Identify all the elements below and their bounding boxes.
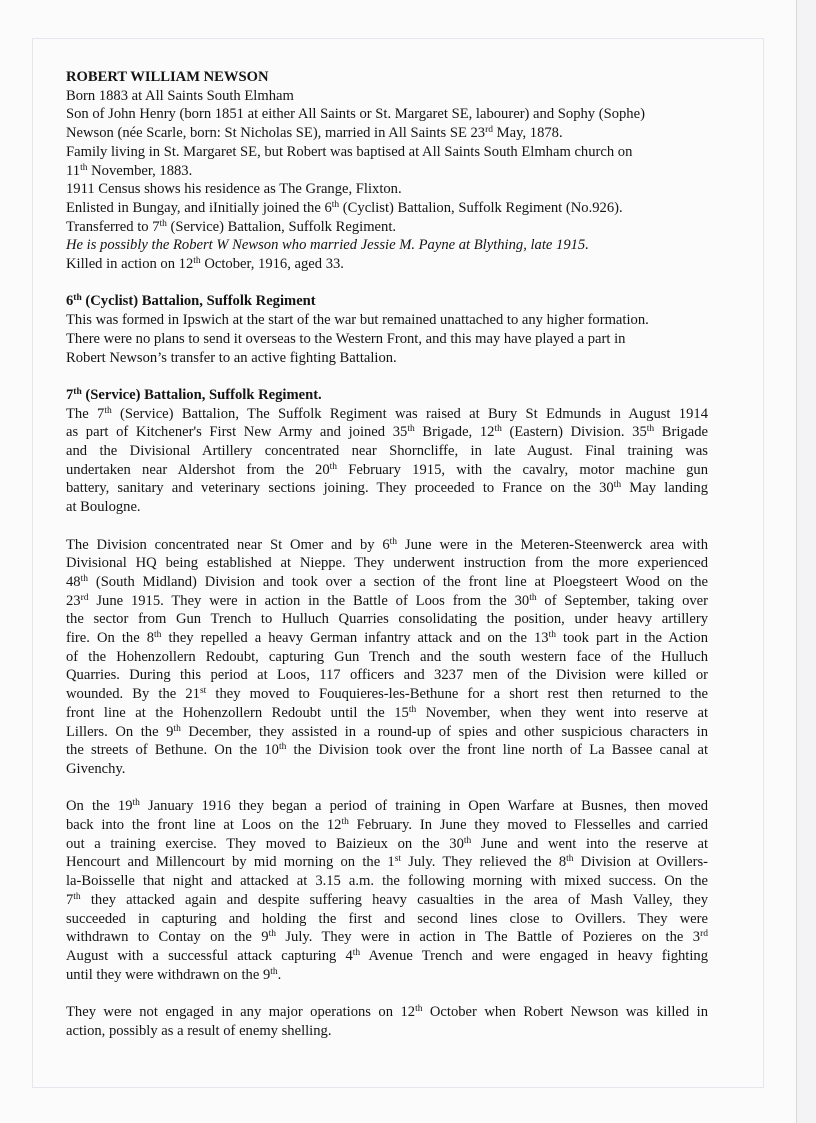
paragraph-line: Hencourt and Millencourt by mid morning on the 1st July. They relieved the 8th Division at Ovillers- [66,854,708,871]
bio-baptism-date: 11th November, 1883. [66,162,193,179]
paragraph-line: battery, sanitary and veterinary sections joining. They proceeded to France on the 30th May landing [66,480,709,497]
bio-marriage-note: He is possibly the Robert W Newson who married Jessie M. Payne at Blything, late 1915. [66,237,589,254]
paragraph-1916 [66,797,708,984]
paragraph-death [66,1003,708,1040]
bio-census: 1911 Census shows his residence as The Grange, Flixton. [66,181,402,198]
paragraph-line: as part of Kitchener's First New Army and joined 35th Brigade, 12th (Eastern) Division. 35th Brigade [66,424,708,441]
paragraph-line: 48th (South Midland) Division and took over a section of the front line at Ploegsteert Wood on the [66,573,708,590]
paragraph-line: 23rd June 1915. They were in action in the Battle of Loos from the 30th of September, taking over [66,592,708,609]
paragraph-line: August with a successful attack capturing 4th Avenue Trench and were engaged in heavy fighting [66,947,708,964]
paragraph-line: Lillers. On the 9th December, they assisted in a round-up of spies and other suspicious characters in [66,723,708,740]
paragraph-line: action, possibly as a result of enemy shelling. [66,1022,332,1039]
paragraph-line: out a training exercise. They moved to Baizieux on the 30th June and went into the reserve at [66,835,708,852]
bio-parents-cont: Newson (née Scarle, born: St Nicholas SE), married in All Saints SE 23rd May, 1878. [66,125,563,142]
paragraph-line: Quarries. During this period at Loos, 117 officers and 3237 men of the Division were killed or [66,667,708,684]
bio-born: Born 1883 at All Saints South Elmham [66,87,294,104]
paragraph-line: back into the front line at Loos on the 12th February. In June they moved to Flesselles and carried [66,817,708,834]
paragraph-line: at Boulogne. [66,499,141,516]
section-6th-line: This was formed in Ipswich at the start of the war but remained unattached to any higher formation. [66,312,649,329]
bio-family: Family living in St. Margaret SE, but Robert was baptised at All Saints South Elmham church on [66,143,633,160]
paragraph-line: la-Boisselle that night and attacked at 3.15 a.m. the following morning with mixed success. On the [66,873,708,890]
paragraph-raising [66,405,708,517]
document-title: ROBERT WILLIAM NEWSON [66,69,269,85]
paragraph-line: until they were withdrawn on the 9th. [66,966,282,983]
paragraph-line: The 7th (Service) Battalion, The Suffolk Regiment was raised at Bury St Edmunds in August 1914 [66,405,708,422]
paragraph-line: undertaken near Aldershot from the 20th February 1915, with the cavalry, motor machine gun [66,461,708,478]
bio-transferred: Transferred to 7th (Service) Battalion, Suffolk Regiment. [66,218,397,235]
paragraph-line: succeeded in capturing and holding the first and second lines close to Ovillers. They were [66,910,708,927]
paragraph-line: the streets of Bethune. On the 10th the Division took over the front line north of La Bassee canal at [66,742,709,759]
section-heading-7th-battalion: 7th (Service) Battalion, Suffolk Regiment. [66,386,322,403]
paragraph-line: 7th they attacked again and despite suffering heavy casualties in the area of Mash Valley, they [66,891,708,908]
paragraph-line: of the Hohenzollern Redoubt, capturing Gun Trench and the south western face of the Hulluch [66,648,708,665]
paragraph-line: and the Divisional Artillery concentrated near Shorncliffe, in late August. Final training was [66,443,708,460]
paragraph-line: Givenchy. [66,760,126,777]
section-6th-line: Robert Newson’s transfer to an active fighting Battalion. [66,349,397,366]
document-body [66,68,708,1040]
bio-parents: Son of John Henry (born 1851 at either All Saints or St. Margaret SE, labourer) and Sophy (Sophe) [66,106,645,123]
paragraph-line: fire. On the 8th they repelled a heavy German infantry attack and on the 13th took part in the Action [66,630,708,647]
paragraph-line: withdrawn to Contay on the 9th July. They were in action in The Battle of Pozieres on the 3rd [66,929,708,946]
paragraph-line: the sector from Gun Trench to Hulluch Quarries consolidating the position, under heavy artillery [66,611,708,628]
section-heading-6th-battalion: 6th (Cyclist) Battalion, Suffolk Regiment [66,293,316,310]
paragraph-loos [66,536,708,779]
paragraph-line: front line at the Hohenzollern Redoubt until the 15th November, when they went into reserve at [66,704,709,721]
paragraph-line: On the 19th January 1916 they began a period of training in Open Warfare at Busnes, then moved [66,798,708,815]
paragraph-line: Divisional HQ being established at Nieppe. They underwent instruction from the more experienced [66,555,708,572]
bio-enlisted: Enlisted in Bungay, and iInitially joined the 6th (Cyclist) Battalion, Suffolk Regiment (No.926). [66,199,623,216]
paragraph-line: wounded. By the 21st they moved to Fouquieres-les-Bethune for a short rest then returned to the [66,686,708,703]
section-6th-line: There were no plans to send it overseas to the Western Front, and this may have played a part in [66,330,626,347]
paragraph-line: The Division concentrated near St Omer and by 6th June were in the Meteren-Steenwerck area with [66,536,708,553]
paragraph-line: They were not engaged in any major operations on 12th October when Robert Newson was killed in [66,1004,709,1021]
bio-killed: Killed in action on 12th October, 1916, aged 33. [66,256,344,273]
